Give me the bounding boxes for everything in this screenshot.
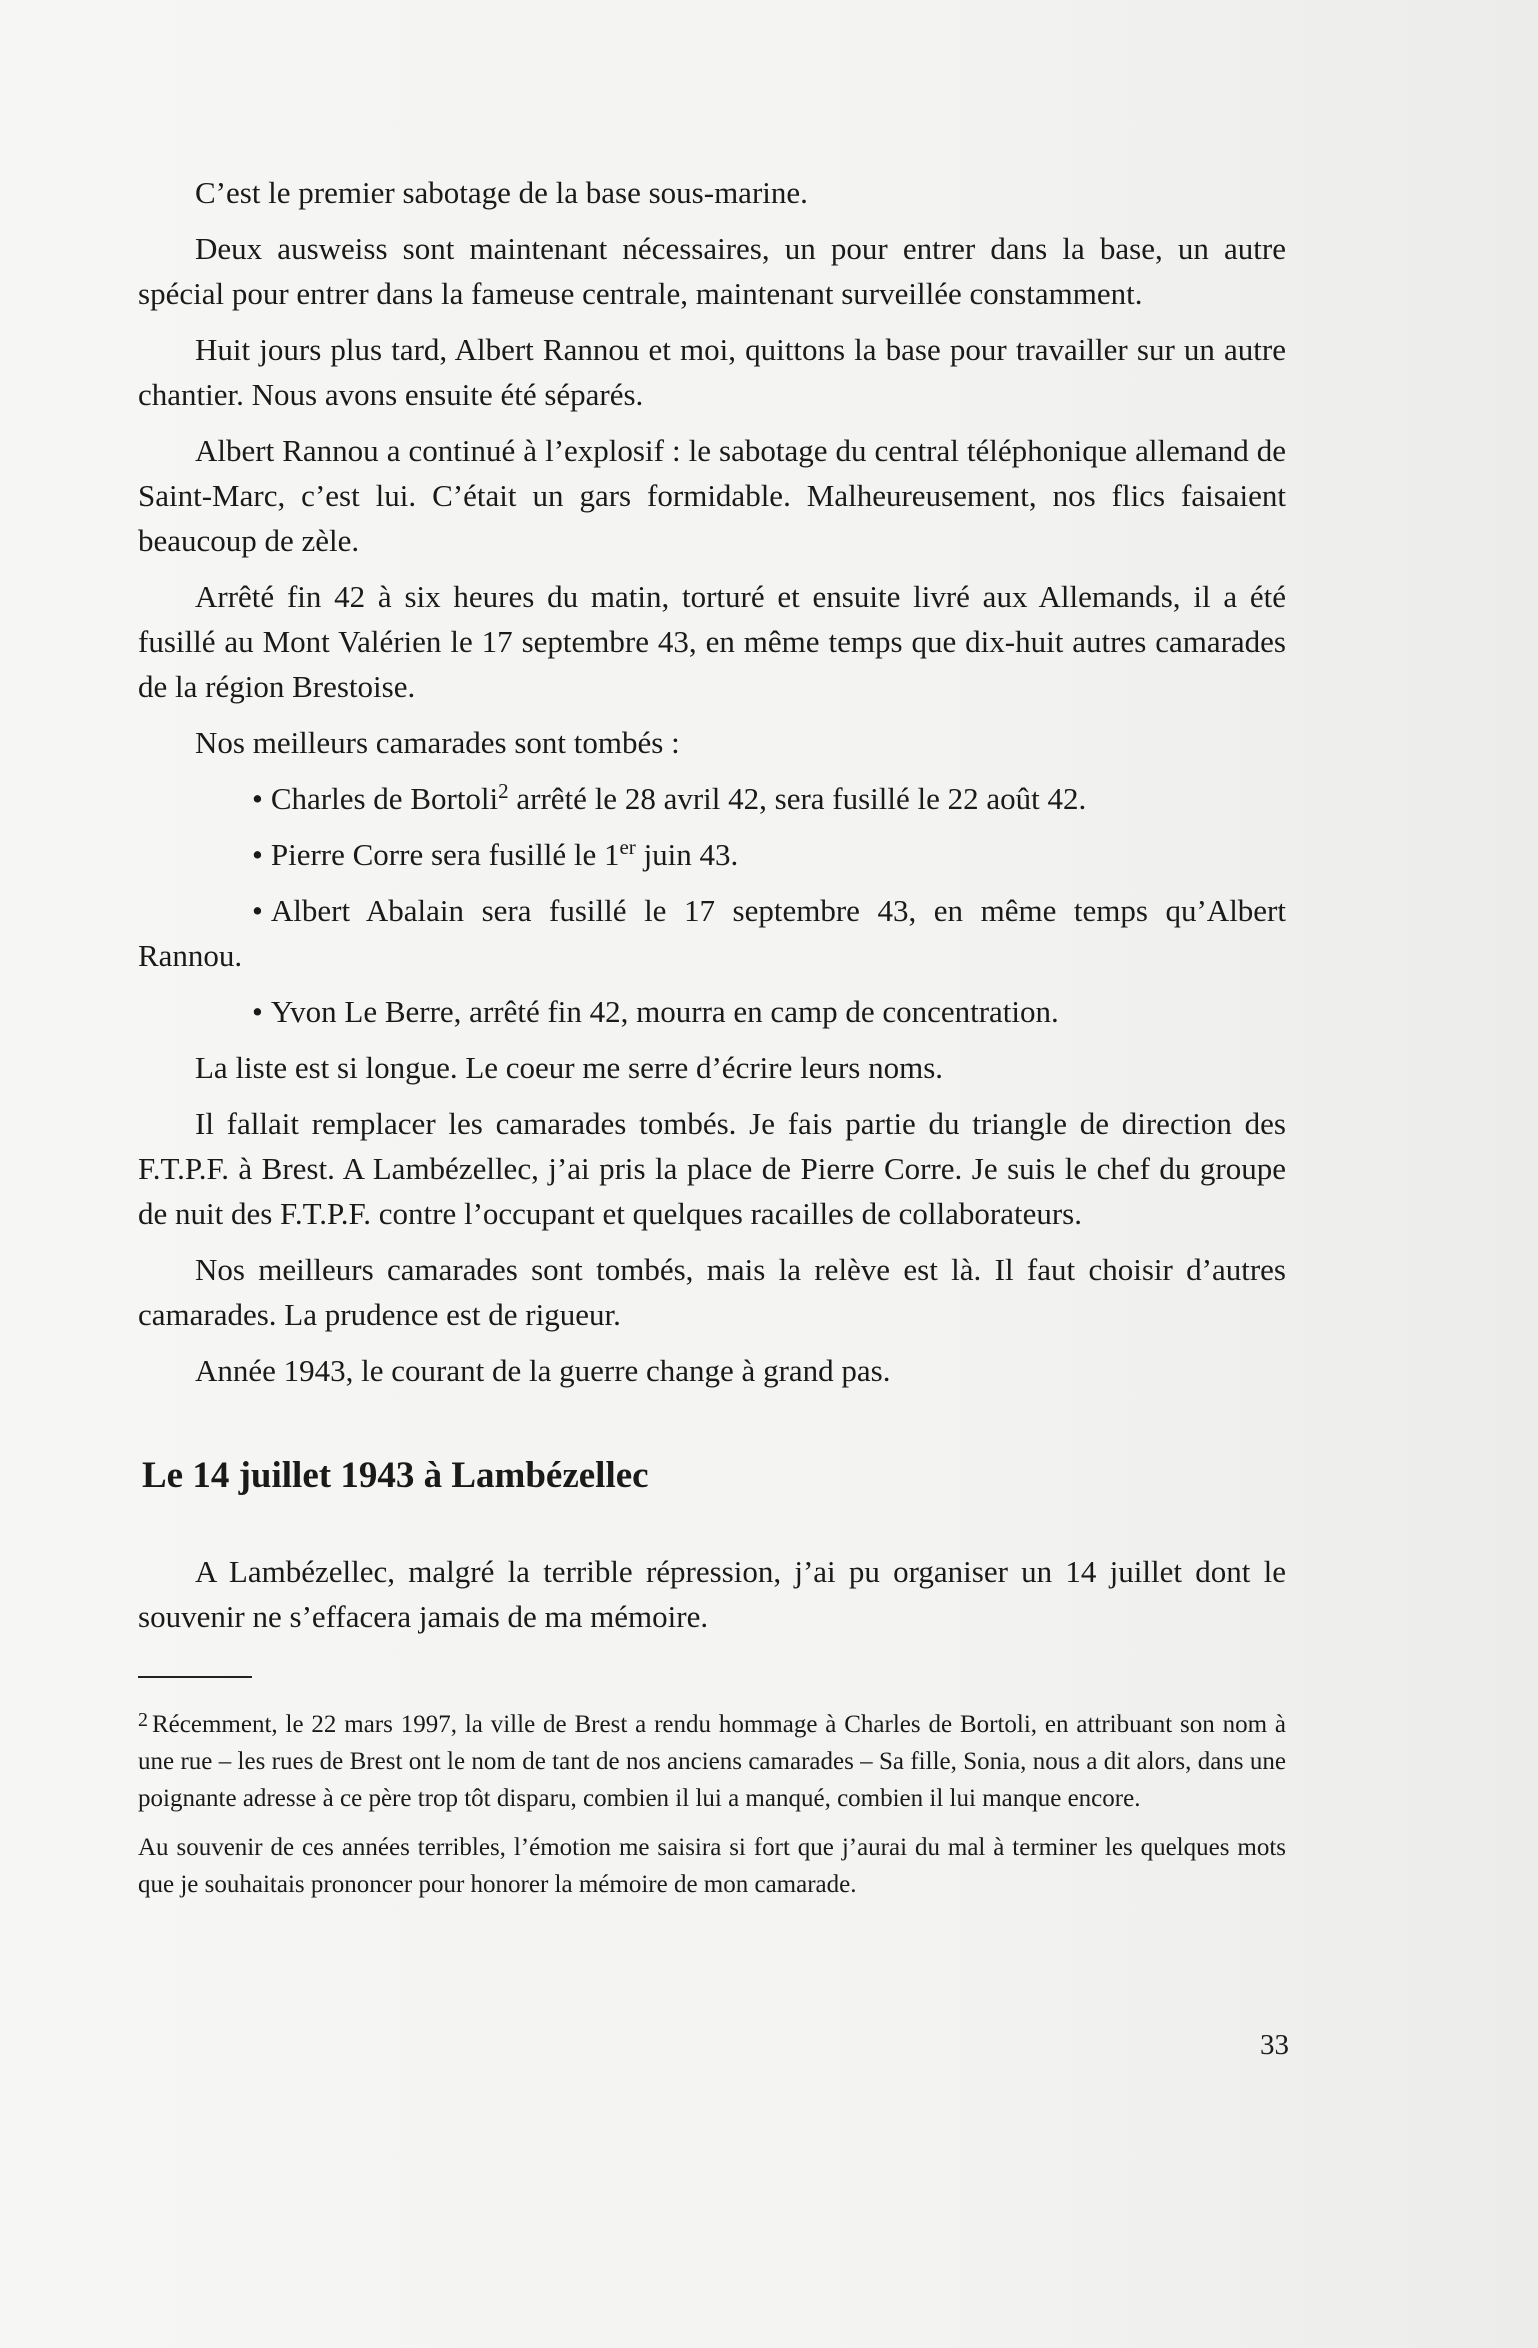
footnote-continuation: Au souvenir de ces années terribles, l’émotion me saisira si fort que j’aurai du mal à terminer les quelques mots que je souhaitais prononcer pour honorer la mémoire de mon camarade. [138,1834,1286,1898]
bullet-yvon-le-berre [138,989,1286,1034]
page-number: 33 [1260,2029,1289,2061]
ordinal-suffix: er [619,835,636,859]
paragraph-14-juillet: A Lambézellec, malgré la terrible répression, j’ai pu organiser un 14 juillet dont le souvenir ne s’effacera jamais de ma mémoire. [138,1554,1286,1634]
paragraph-remplacer: Il fallait remplacer les camarades tombés. Je fais partie du triangle de direction des F.T.P.F. à Brest. A Lambézellec, j’ai pris la place de Pierre Corre. Je suis le chef du groupe de nuit des F.T.P.F. contre l’occupant et quelques racailles de collaborateurs. [138,1106,1286,1231]
paragraph-liste: La liste est si longue. Le coeur me serre d’écrire leurs noms. [195,1050,944,1085]
paragraph-arrete: Arrêté fin 42 à six heures du matin, torturé et ensuite livré aux Allemands, il a été fusillé au Mont Valérien le 17 septembre 43, en même temps que dix-huit autres camarades de la région Brestoise. [138,579,1286,704]
paragraph-annee-1943: Année 1943, le courant de la guerre change à grand pas. [195,1353,891,1388]
bullet-marker: • [252,994,263,1029]
footnote-reference: 2 [498,779,509,803]
paragraph-ausweiss: Deux ausweiss sont maintenant nécessaires, un pour entrer dans la base, un autre spécial pour entrer dans la fameuse centrale, maintenant surveillée constamment. [138,231,1286,311]
footnote-divider [138,1676,252,1678]
bullet-marker: • [252,893,263,928]
main-text [138,170,1286,1915]
paragraph-sabotage: C’est le premier sabotage de la base sous-marine. [195,175,808,210]
bullet-charles-de-bortoli [138,776,1286,821]
bullet-albert-abalain [138,888,1286,978]
bullet-text: juin 43. [635,837,739,872]
bullet-pierre-corre [138,832,1286,877]
footnote-2 [138,1702,1286,1817]
footnote-text: Récemment, le 22 mars 1997, la ville de Brest a rendu hommage à Charles de Bortoli, en attribuant son nom à une rue – les rues de Brest ont le nom de tant de nos anciens camarades – Sa fille, Sonia, nous a dit alors, dans une poignante adresse à ce père trop tôt disparu, combien il lui a manqué, combien il lui manque encore. [138,1711,1286,1812]
bullet-marker: • [252,781,263,816]
bullet-text: Albert Abalain sera fusillé le 17 septembre 43, en même temps qu’Albert Rannou. [138,893,1286,973]
section-heading: Le 14 juillet 1943 à Lambézellec [142,1455,649,1496]
bullet-text: Pierre Corre sera fusillé le 1 [270,837,620,872]
footnote-number: 2 [138,1709,148,1731]
paragraph-huit-jours: Huit jours plus tard, Albert Rannou et moi, quittons la base pour travailler sur un autre chantier. Nous avons ensuite été séparés. [138,332,1286,412]
paragraph-albert-rannou: Albert Rannou a continué à l’explosif : le sabotage du central téléphonique allemand de Saint-Marc, c’est lui. C’était un gars formidable. Malheureusement, nos flics faisaient beaucoup de zèle. [138,433,1286,558]
bullet-text: arrêté le 28 avril 42, sera fusillé le 22 août 42. [508,781,1087,816]
bullet-text: Yvon Le Berre, arrêté fin 42, mourra en camp de concentration. [270,994,1059,1029]
bullet-marker: • [252,837,263,872]
paragraph-releve: Nos meilleurs camarades sont tombés, mais la relève est là. Il faut choisir d’autres camarades. La prudence est de rigueur. [138,1252,1286,1332]
bullet-text: Charles de Bortoli [270,781,499,816]
paragraph-camarades-tombes: Nos meilleurs camarades sont tombés : [195,725,680,760]
